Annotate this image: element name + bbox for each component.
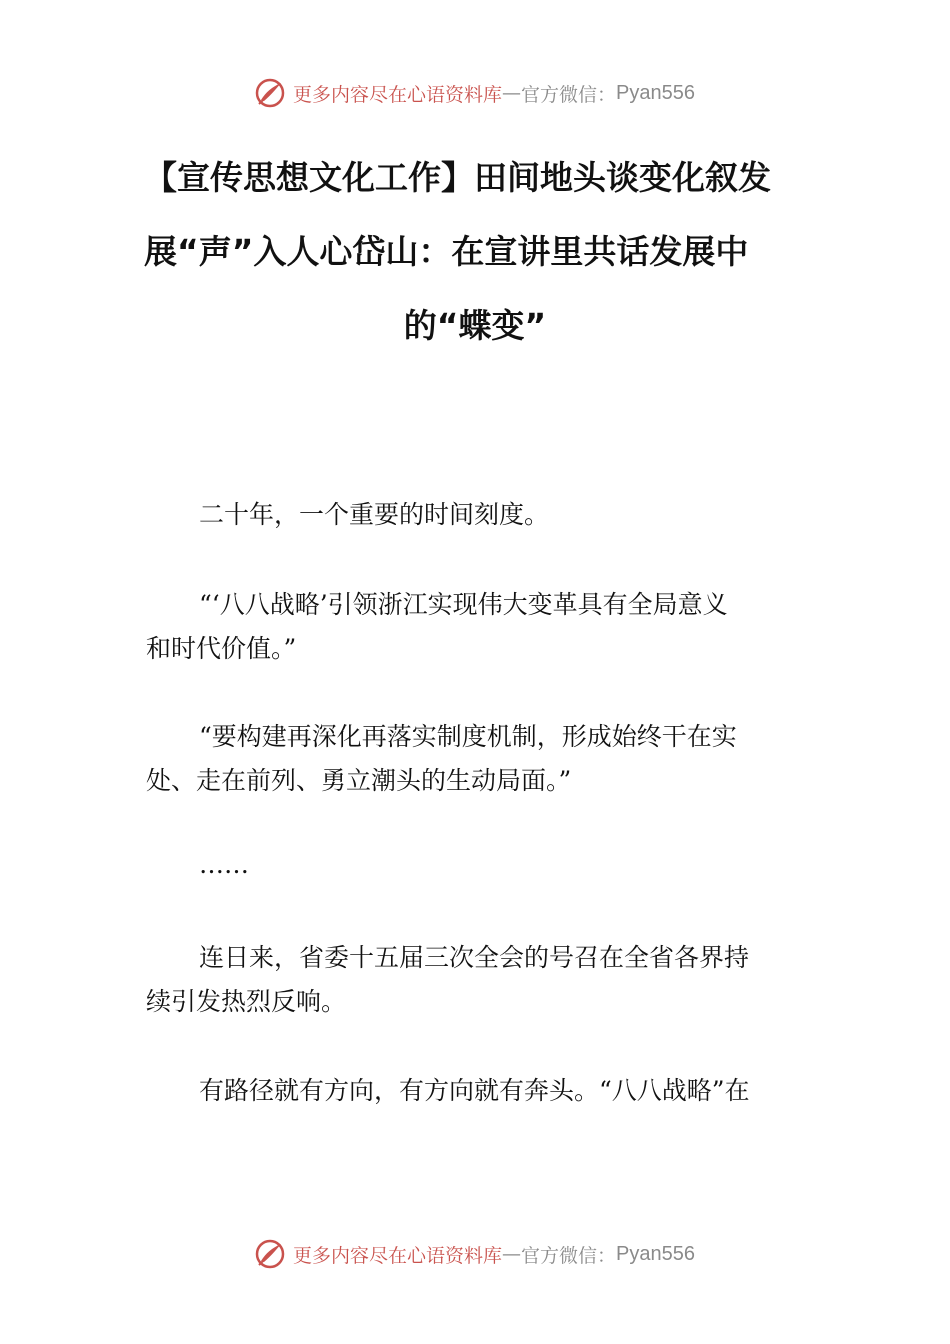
paragraph-2-line-2: 和时代价值。” (146, 634, 297, 663)
paragraph-4-ellipsis: …… (199, 850, 249, 879)
document-title-line-3: 的“蝶变” (403, 306, 547, 345)
paragraph-6-line-1: 有路径就有方向，有方向就有奔头。“八八战略”在 (199, 1076, 750, 1105)
paragraph-5-line-2: 续引发热烈反响。 (146, 987, 347, 1016)
watermark-wechat-label: 官方微信： (521, 1244, 617, 1267)
paragraph-1: 二十年，一个重要的时间刻度。 (199, 500, 550, 529)
footer-watermark (0, 1234, 950, 1274)
quill-seal-icon (255, 78, 285, 108)
watermark-site-text: 更多内容尽在心语资料库 (293, 1244, 503, 1267)
paragraph-5-line-1: 连日来，省委十五届三次全会的号召在全省各界持 (199, 943, 750, 972)
watermark-wechat-id: Pyan556 (616, 1242, 695, 1265)
watermark-separator: — (502, 1243, 522, 1265)
watermark-wechat-id: Pyan556 (616, 81, 695, 104)
watermark-site-text: 更多内容尽在心语资料库 (293, 83, 503, 106)
document-title-line-2: 展“声”入人心岱山：在宣讲里共话发展中 (144, 232, 749, 271)
document-title-line-1: 【宣传思想文化工作】田间地头谈变化叙发 (144, 158, 771, 197)
quill-seal-icon (255, 1239, 285, 1269)
header-watermark (0, 73, 950, 113)
paragraph-3-line-1: “要构建再深化再落实制度机制，形成始终干在实 (199, 722, 737, 751)
paragraph-2-line-1: “‘八八战略’引领浙江实现伟大变革具有全局意义 (199, 590, 728, 619)
watermark-separator: — (502, 82, 522, 104)
watermark-wechat-label: 官方微信： (521, 83, 617, 106)
paragraph-3-line-2: 处、走在前列、勇立潮头的生动局面。” (146, 766, 572, 795)
